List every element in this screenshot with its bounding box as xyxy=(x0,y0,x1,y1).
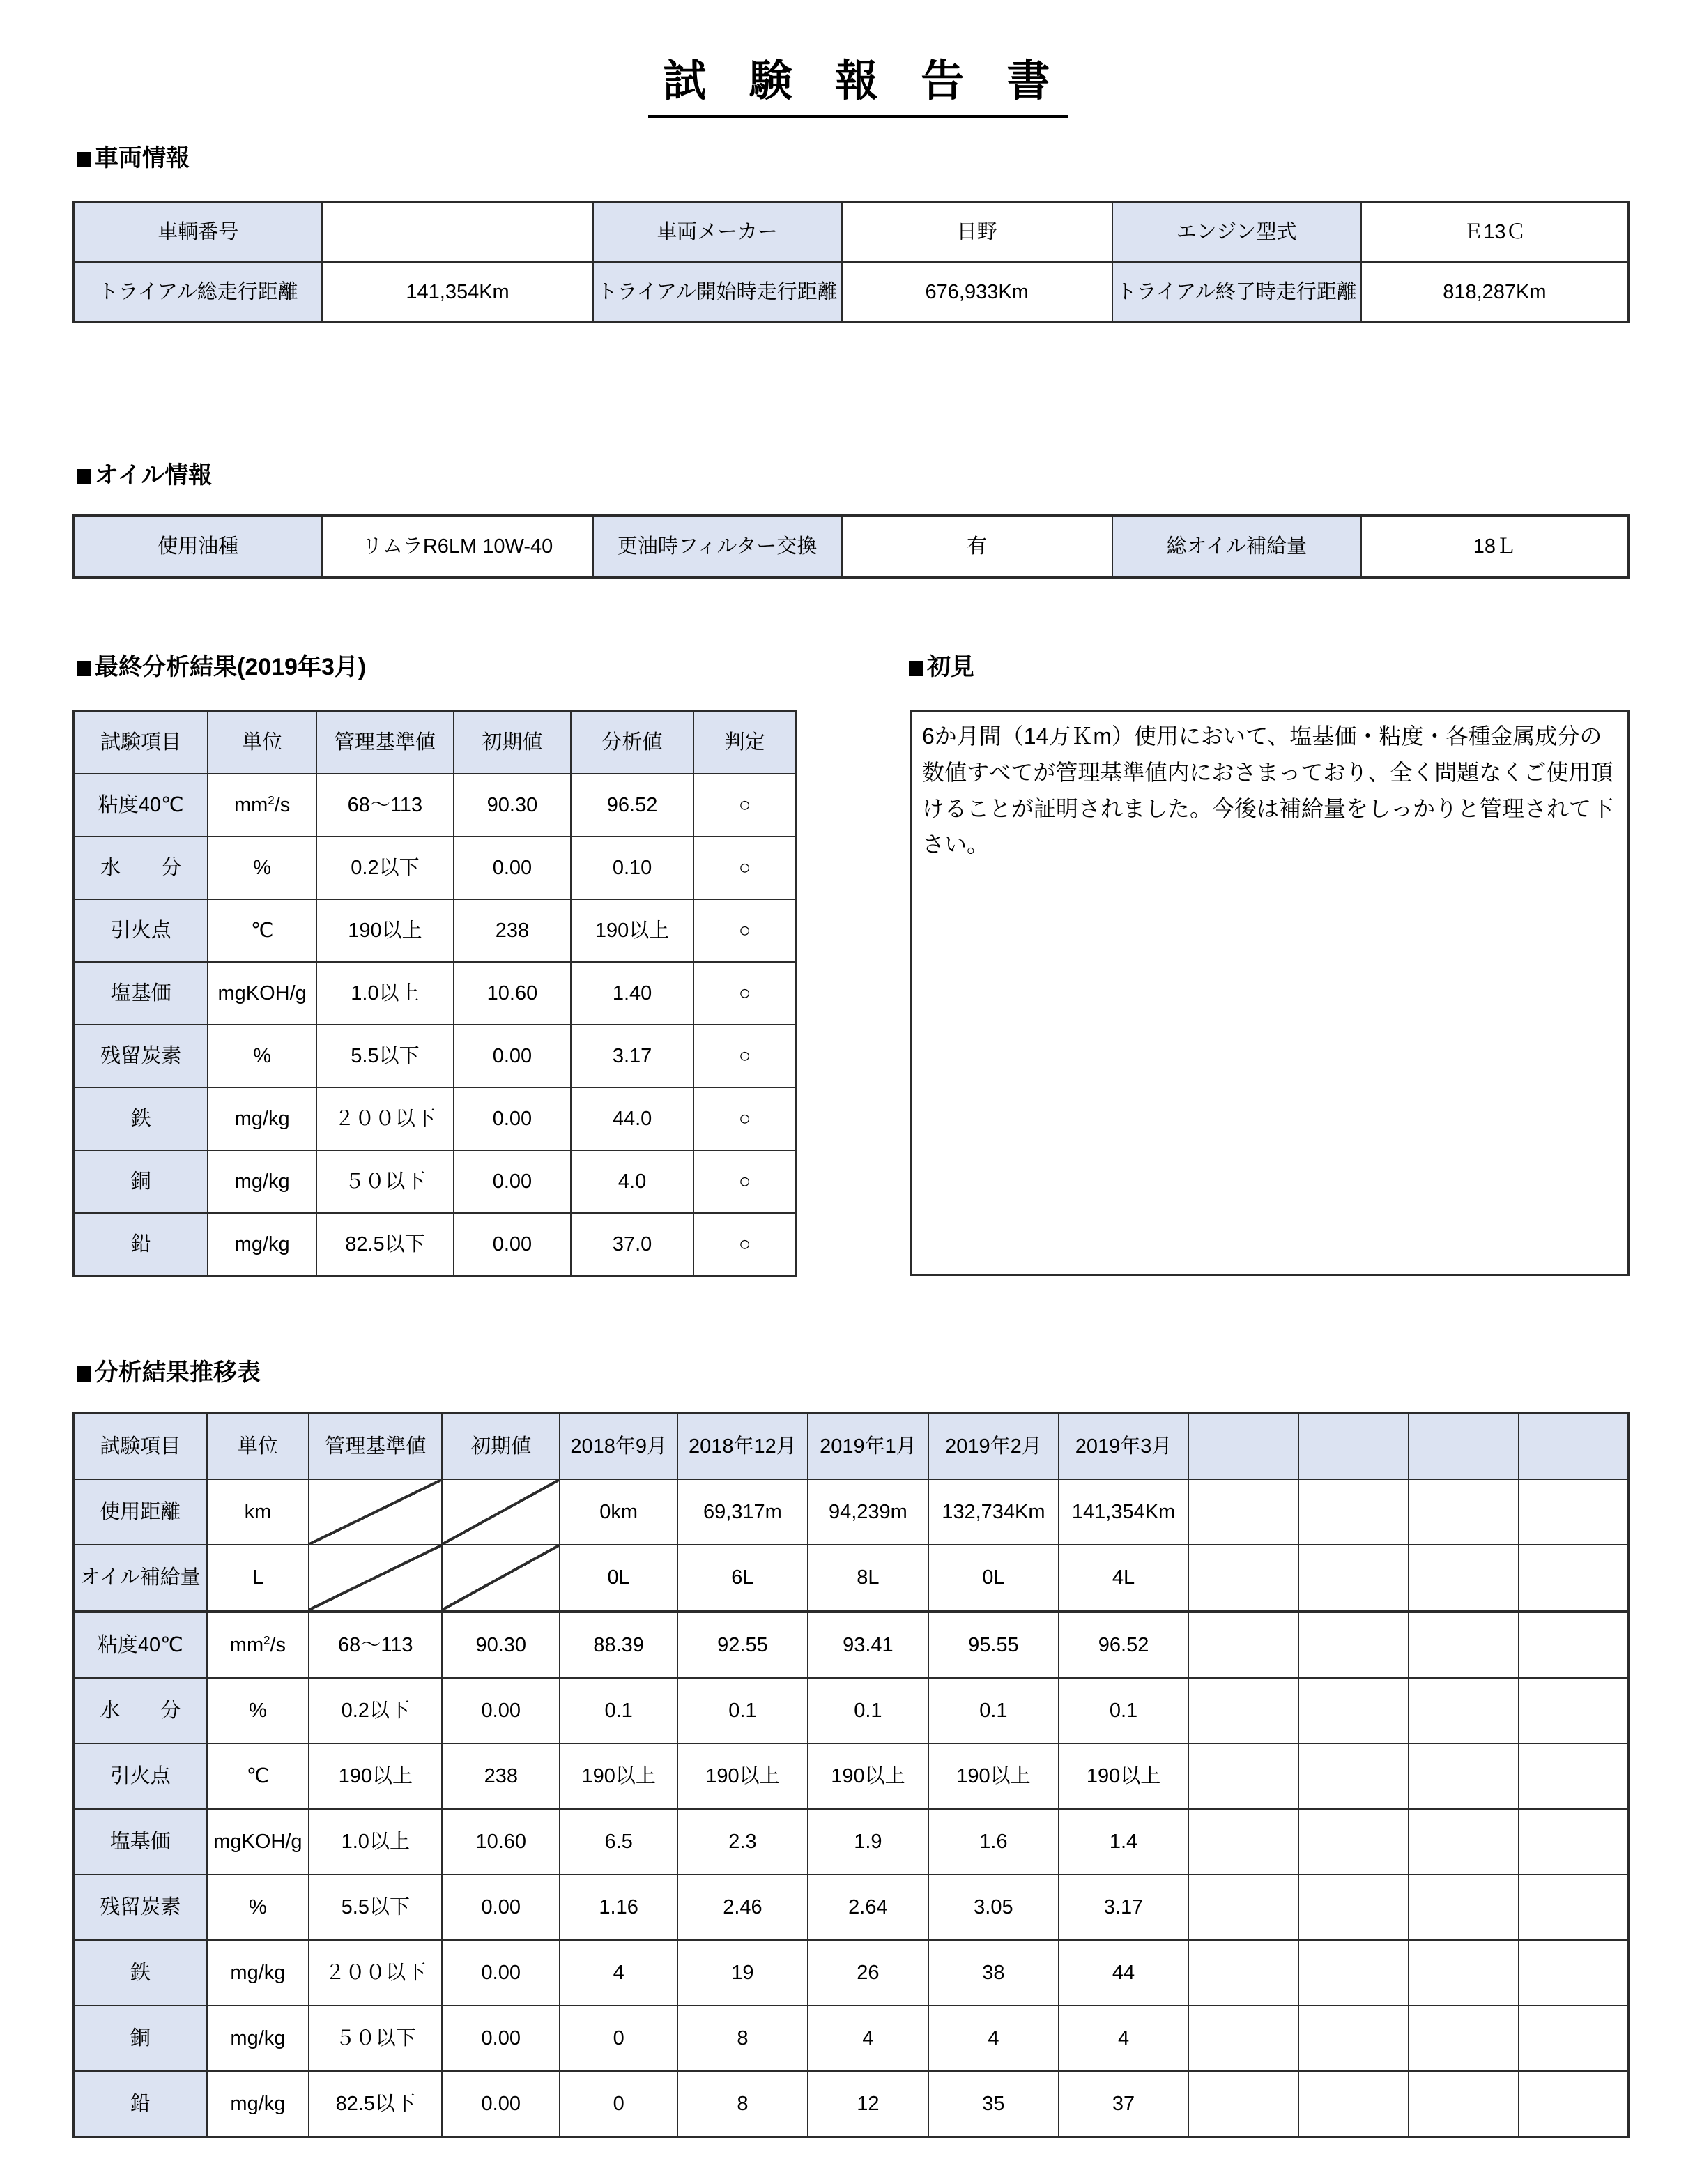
data-cell: 26 xyxy=(808,1940,928,2006)
data-cell xyxy=(1298,1545,1409,1612)
empty-slash-cell xyxy=(442,1479,560,1545)
data-cell xyxy=(1519,1479,1629,1545)
data-cell: 0.00 xyxy=(454,837,571,899)
data-cell: 0.1 xyxy=(1059,1678,1189,1743)
comment-text: 6か月間（14万Ｋm）使用において、塩基価・粘度・各種金属成分の数値すべてが管理基準値内におさまっており、全く問題なくご使用頂けることが証明されました。今後は補給量をしっかりと管理されて下さい。 xyxy=(922,724,1614,857)
row-label-cell: 使用距離 xyxy=(74,1479,207,1545)
unit-cell: ℃ xyxy=(207,1743,309,1809)
judgement-cell: ○ xyxy=(693,774,796,837)
data-cell: 37 xyxy=(1059,2071,1189,2137)
row-label-cell: 銅 xyxy=(74,2006,207,2071)
column-header-cell: 初期値 xyxy=(454,711,571,774)
data-cell: 0 xyxy=(560,2006,677,2071)
data-cell: mg/kg xyxy=(208,1213,316,1276)
data-cell: 3.17 xyxy=(571,1025,693,1087)
data-cell xyxy=(1298,2006,1409,2071)
section-heading-oil-label: オイル情報 xyxy=(95,462,213,489)
data-cell xyxy=(1298,2071,1409,2137)
data-cell: 44.0 xyxy=(571,1087,693,1150)
square-bullet-icon xyxy=(77,152,91,167)
judgement-cell: ○ xyxy=(693,899,796,962)
data-cell: 132,734Km xyxy=(928,1479,1059,1545)
standard-value-cell: 5.5以下 xyxy=(309,1874,442,1940)
data-cell xyxy=(1188,1612,1298,1679)
data-cell: 44 xyxy=(1059,1940,1189,2006)
data-cell: 0.1 xyxy=(560,1678,677,1743)
table-row xyxy=(74,1545,1629,1612)
data-cell: 4 xyxy=(928,2006,1059,2071)
judgement-cell: ○ xyxy=(693,1025,796,1087)
data-cell: 0 xyxy=(560,2071,677,2137)
data-cell xyxy=(1519,1809,1629,1874)
initial-value-cell: 90.30 xyxy=(442,1612,560,1679)
field-value-cell: 18Ｌ xyxy=(1361,516,1629,578)
data-cell: % xyxy=(208,837,316,899)
data-cell: 0.2以下 xyxy=(316,837,454,899)
row-label-cell: 鉛 xyxy=(74,1213,208,1276)
oil-info-body xyxy=(74,516,1629,578)
field-value-cell: 141,354Km xyxy=(322,262,592,323)
table-row xyxy=(74,2006,1629,2071)
table-row xyxy=(74,1874,1629,1940)
data-cell: 0km xyxy=(560,1479,677,1545)
data-cell: 95.55 xyxy=(928,1612,1059,1679)
table-header-row xyxy=(74,711,797,774)
data-cell: 2.3 xyxy=(677,1809,808,1874)
data-cell: 4.0 xyxy=(571,1150,693,1213)
data-cell xyxy=(1188,1809,1298,1874)
data-cell xyxy=(1519,1612,1629,1679)
standard-value-cell: 0.2以下 xyxy=(309,1678,442,1743)
row-label-cell: 銅 xyxy=(74,1150,208,1213)
unit-cell: mg/kg xyxy=(207,2006,309,2071)
data-cell xyxy=(1188,1678,1298,1743)
data-cell: 10.60 xyxy=(454,962,571,1025)
column-header-cell xyxy=(1519,1414,1629,1480)
section-heading-comment-label: 初見 xyxy=(927,654,974,680)
trend-analysis-body xyxy=(74,1479,1629,2137)
data-cell: 0.00 xyxy=(454,1213,571,1276)
standard-value-cell: 82.5以下 xyxy=(309,2071,442,2137)
table-row xyxy=(74,2071,1629,2137)
data-cell xyxy=(1409,1743,1519,1809)
judgement-cell: ○ xyxy=(693,1087,796,1150)
data-cell: 68〜113 xyxy=(316,774,454,837)
table-row xyxy=(74,1940,1629,2006)
initial-value-cell: 238 xyxy=(442,1743,560,1809)
standard-value-cell: ２００以下 xyxy=(309,1940,442,2006)
row-label-cell: 引火点 xyxy=(74,1743,207,1809)
data-cell: 0.10 xyxy=(571,837,693,899)
data-cell xyxy=(1298,1940,1409,2006)
unit-cell: km xyxy=(207,1479,309,1545)
unit-cell: % xyxy=(207,1874,309,1940)
data-cell xyxy=(1409,2006,1519,2071)
column-header-cell: 2018年12月 xyxy=(677,1414,808,1480)
data-cell: 4L xyxy=(1059,1545,1189,1612)
square-bullet-icon xyxy=(77,1366,91,1382)
field-value-cell: 818,287Km xyxy=(1361,262,1629,323)
unit-cell: % xyxy=(207,1678,309,1743)
data-cell: 5.5以下 xyxy=(316,1025,454,1087)
unit-cell: mgKOH/g xyxy=(207,1809,309,1874)
standard-value-cell: 68〜113 xyxy=(309,1612,442,1679)
data-cell xyxy=(1409,1479,1519,1545)
vehicle-info-body xyxy=(74,202,1629,323)
table-row xyxy=(74,1025,797,1087)
data-cell xyxy=(1519,2071,1629,2137)
standard-value-cell: 190以上 xyxy=(309,1743,442,1809)
table-row xyxy=(74,1213,797,1276)
data-cell: 96.52 xyxy=(571,774,693,837)
square-bullet-icon xyxy=(77,661,91,676)
standard-value-cell: ５０以下 xyxy=(309,2006,442,2071)
trend-analysis-head xyxy=(74,1414,1629,1480)
data-cell xyxy=(1409,1940,1519,2006)
data-cell: 6.5 xyxy=(560,1809,677,1874)
column-header-cell: 単位 xyxy=(207,1414,309,1480)
judgement-cell: ○ xyxy=(693,837,796,899)
section-heading-vehicle-label: 車両情報 xyxy=(95,145,190,171)
data-cell: 1.0以上 xyxy=(316,962,454,1025)
data-cell: 1.4 xyxy=(1059,1809,1189,1874)
row-label-cell: 鉄 xyxy=(74,1940,207,2006)
data-cell: % xyxy=(208,1025,316,1087)
column-header-cell: 単位 xyxy=(208,711,316,774)
data-cell xyxy=(1298,1809,1409,1874)
column-header-cell: 分析値 xyxy=(571,711,693,774)
data-cell xyxy=(1188,1545,1298,1612)
data-cell: $mm^2/s$ xyxy=(208,774,316,837)
data-cell: 0.1 xyxy=(808,1678,928,1743)
data-cell xyxy=(1519,1874,1629,1940)
square-bullet-icon xyxy=(77,469,91,484)
data-cell: 88.39 xyxy=(560,1612,677,1679)
column-header-cell: 試験項目 xyxy=(74,711,208,774)
data-cell: 0.1 xyxy=(928,1678,1059,1743)
column-header-cell: 2019年2月 xyxy=(928,1414,1059,1480)
row-label-cell: 鉛 xyxy=(74,2071,207,2137)
final-analysis-table xyxy=(72,710,797,1277)
field-value-cell: Ｅ13Ｃ xyxy=(1361,202,1629,263)
data-cell: 8L xyxy=(808,1545,928,1612)
row-label-cell: 残留炭素 xyxy=(74,1025,208,1087)
data-cell xyxy=(1519,1678,1629,1743)
column-header-cell: 管理基準値 xyxy=(316,711,454,774)
unit-cell: $mm^2/s$ xyxy=(207,1612,309,1679)
standard-value-cell: 1.0以上 xyxy=(309,1809,442,1874)
row-label-cell: 塩基価 xyxy=(74,1809,207,1874)
data-cell: 92.55 xyxy=(677,1612,808,1679)
data-cell: 3.05 xyxy=(928,1874,1059,1940)
initial-value-cell: 0.00 xyxy=(442,1940,560,2006)
data-cell: 190以上 xyxy=(571,899,693,962)
data-cell: ５０以下 xyxy=(316,1150,454,1213)
column-header-cell: 2018年9月 xyxy=(560,1414,677,1480)
square-bullet-icon xyxy=(909,661,923,676)
data-cell xyxy=(1188,2006,1298,2071)
table-row xyxy=(74,262,1629,323)
empty-slash-cell xyxy=(309,1479,442,1545)
field-label-cell: 使用油種 xyxy=(74,516,323,578)
data-cell: 190以上 xyxy=(1059,1743,1189,1809)
data-cell xyxy=(1409,1809,1519,1874)
table-row xyxy=(74,899,797,962)
data-cell xyxy=(1298,1743,1409,1809)
field-value-cell: リムラR6LM 10W-40 xyxy=(322,516,592,578)
data-cell: mg/kg xyxy=(208,1087,316,1150)
column-header-cell: 初期値 xyxy=(442,1414,560,1480)
trend-analysis-table xyxy=(72,1412,1630,2138)
column-header-cell xyxy=(1188,1414,1298,1480)
row-label-cell: 水 分 xyxy=(74,1678,207,1743)
initial-value-cell: 0.00 xyxy=(442,1678,560,1743)
data-cell xyxy=(1298,1678,1409,1743)
column-header-cell xyxy=(1298,1414,1409,1480)
data-cell: 0.00 xyxy=(454,1025,571,1087)
data-cell: 8 xyxy=(677,2071,808,2137)
judgement-cell: ○ xyxy=(693,1213,796,1276)
data-cell: 190以上 xyxy=(316,899,454,962)
table-row xyxy=(74,202,1629,263)
section-heading-trend-label: 分析結果推移表 xyxy=(95,1359,261,1386)
field-value-cell xyxy=(322,202,592,263)
column-header-cell: 2019年1月 xyxy=(808,1414,928,1480)
table-row xyxy=(74,1479,1629,1545)
data-cell xyxy=(1409,1678,1519,1743)
data-cell: 3.17 xyxy=(1059,1874,1189,1940)
data-cell: 82.5以下 xyxy=(316,1213,454,1276)
table-row xyxy=(74,1809,1629,1874)
field-label-cell: トライアル開始時走行距離 xyxy=(593,262,842,323)
initial-value-cell: 0.00 xyxy=(442,1874,560,1940)
field-label-cell: 更油時フィルター交換 xyxy=(593,516,842,578)
data-cell: 1.6 xyxy=(928,1809,1059,1874)
section-heading-final-label: 最終分析結果(2019年3月) xyxy=(95,654,367,680)
table-row xyxy=(74,1743,1629,1809)
initial-value-cell: 0.00 xyxy=(442,2071,560,2137)
data-cell: 0.1 xyxy=(677,1678,808,1743)
field-label-cell: トライアル総走行距離 xyxy=(74,262,323,323)
section-heading-oil xyxy=(0,464,212,487)
initial-value-cell: 0.00 xyxy=(442,2006,560,2071)
data-cell: 2.64 xyxy=(808,1874,928,1940)
data-cell xyxy=(1188,1479,1298,1545)
unit-cell: mg/kg xyxy=(207,1940,309,2006)
row-label-cell: 残留炭素 xyxy=(74,1874,207,1940)
data-cell: 190以上 xyxy=(677,1743,808,1809)
data-cell xyxy=(1409,1612,1519,1679)
table-row xyxy=(74,1087,797,1150)
page-title-text: 試 験 報 告 書 xyxy=(648,46,1068,118)
row-label-cell: 塩基価 xyxy=(74,962,208,1025)
data-cell: 4 xyxy=(560,1940,677,2006)
table-header-row xyxy=(74,1414,1629,1480)
data-cell: 12 xyxy=(808,2071,928,2137)
row-label-cell: 水 分 xyxy=(74,837,208,899)
empty-slash-cell xyxy=(309,1545,442,1612)
field-label-cell: トライアル終了時走行距離 xyxy=(1112,262,1361,323)
data-cell: 19 xyxy=(677,1940,808,2006)
table-row xyxy=(74,774,797,837)
data-cell: 238 xyxy=(454,899,571,962)
data-cell xyxy=(1519,2006,1629,2071)
data-cell: 6L xyxy=(677,1545,808,1612)
row-label-cell: 鉄 xyxy=(74,1087,208,1150)
comment-box xyxy=(910,710,1630,1276)
section-heading-comment xyxy=(836,655,974,679)
data-cell: 69,317m xyxy=(677,1479,808,1545)
section-heading-final xyxy=(0,655,366,679)
data-cell: 8 xyxy=(677,2006,808,2071)
field-label-cell: 総オイル補給量 xyxy=(1112,516,1361,578)
data-cell: 190以上 xyxy=(808,1743,928,1809)
data-cell: mg/kg xyxy=(208,1150,316,1213)
field-label-cell: 車両メーカー xyxy=(593,202,842,263)
column-header-cell: 2019年3月 xyxy=(1059,1414,1189,1480)
table-row xyxy=(74,1678,1629,1743)
section-heading-trend xyxy=(0,1361,261,1384)
row-label-cell: オイル補給量 xyxy=(74,1545,207,1612)
data-cell: 4 xyxy=(808,2006,928,2071)
unit-cell: mg/kg xyxy=(207,2071,309,2137)
column-header-cell xyxy=(1409,1414,1519,1480)
data-cell: 4 xyxy=(1059,2006,1189,2071)
data-cell: 0L xyxy=(560,1545,677,1612)
column-header-cell: 判定 xyxy=(693,711,796,774)
data-cell: 0.00 xyxy=(454,1150,571,1213)
data-cell: ２００以下 xyxy=(316,1087,454,1150)
page-title xyxy=(0,0,1702,118)
data-cell xyxy=(1188,1874,1298,1940)
data-cell: ℃ xyxy=(208,899,316,962)
data-cell xyxy=(1409,1874,1519,1940)
data-cell: 2.46 xyxy=(677,1874,808,1940)
field-value-cell: 676,933Km xyxy=(842,262,1112,323)
judgement-cell: ○ xyxy=(693,1150,796,1213)
initial-value-cell: 10.60 xyxy=(442,1809,560,1874)
unit-cell: L xyxy=(207,1545,309,1612)
data-cell xyxy=(1188,2071,1298,2137)
vehicle-info-table xyxy=(72,201,1630,323)
judgement-cell: ○ xyxy=(693,962,796,1025)
final-analysis-head xyxy=(74,711,797,774)
data-cell: 1.16 xyxy=(560,1874,677,1940)
data-cell: 37.0 xyxy=(571,1213,693,1276)
data-cell: 93.41 xyxy=(808,1612,928,1679)
data-cell: 141,354Km xyxy=(1059,1479,1189,1545)
data-cell: 0.00 xyxy=(454,1087,571,1150)
data-cell xyxy=(1188,1940,1298,2006)
row-label-cell: 引火点 xyxy=(74,899,208,962)
data-cell xyxy=(1519,1940,1629,2006)
oil-info-table xyxy=(72,514,1630,579)
data-cell: 38 xyxy=(928,1940,1059,2006)
data-cell: mgKOH/g xyxy=(208,962,316,1025)
data-cell xyxy=(1519,1743,1629,1809)
table-row xyxy=(74,837,797,899)
table-row xyxy=(74,1150,797,1213)
data-cell: 35 xyxy=(928,2071,1059,2137)
field-label-cell: 車輌番号 xyxy=(74,202,323,263)
data-cell xyxy=(1298,1612,1409,1679)
data-cell xyxy=(1409,1545,1519,1612)
data-cell xyxy=(1298,1874,1409,1940)
data-cell xyxy=(1519,1545,1629,1612)
table-row xyxy=(74,516,1629,578)
data-cell xyxy=(1298,1479,1409,1545)
column-header-cell: 試験項目 xyxy=(74,1414,207,1480)
row-label-cell: 粘度40℃ xyxy=(74,1612,207,1679)
final-analysis-body xyxy=(74,774,797,1276)
data-cell: 1.40 xyxy=(571,962,693,1025)
row-label-cell: 粘度40℃ xyxy=(74,774,208,837)
data-cell: 190以上 xyxy=(560,1743,677,1809)
field-value-cell: 日野 xyxy=(842,202,1112,263)
table-row xyxy=(74,962,797,1025)
empty-slash-cell xyxy=(442,1545,560,1612)
data-cell: 94,239m xyxy=(808,1479,928,1545)
data-cell: 90.30 xyxy=(454,774,571,837)
table-row xyxy=(74,1612,1629,1679)
data-cell: 190以上 xyxy=(928,1743,1059,1809)
data-cell: 96.52 xyxy=(1059,1612,1189,1679)
field-value-cell: 有 xyxy=(842,516,1112,578)
field-label-cell: エンジン型式 xyxy=(1112,202,1361,263)
data-cell xyxy=(1409,2071,1519,2137)
data-cell: 1.9 xyxy=(808,1809,928,1874)
data-cell: 0L xyxy=(928,1545,1059,1612)
data-cell xyxy=(1188,1743,1298,1809)
section-heading-vehicle xyxy=(0,146,190,170)
column-header-cell: 管理基準値 xyxy=(309,1414,442,1480)
